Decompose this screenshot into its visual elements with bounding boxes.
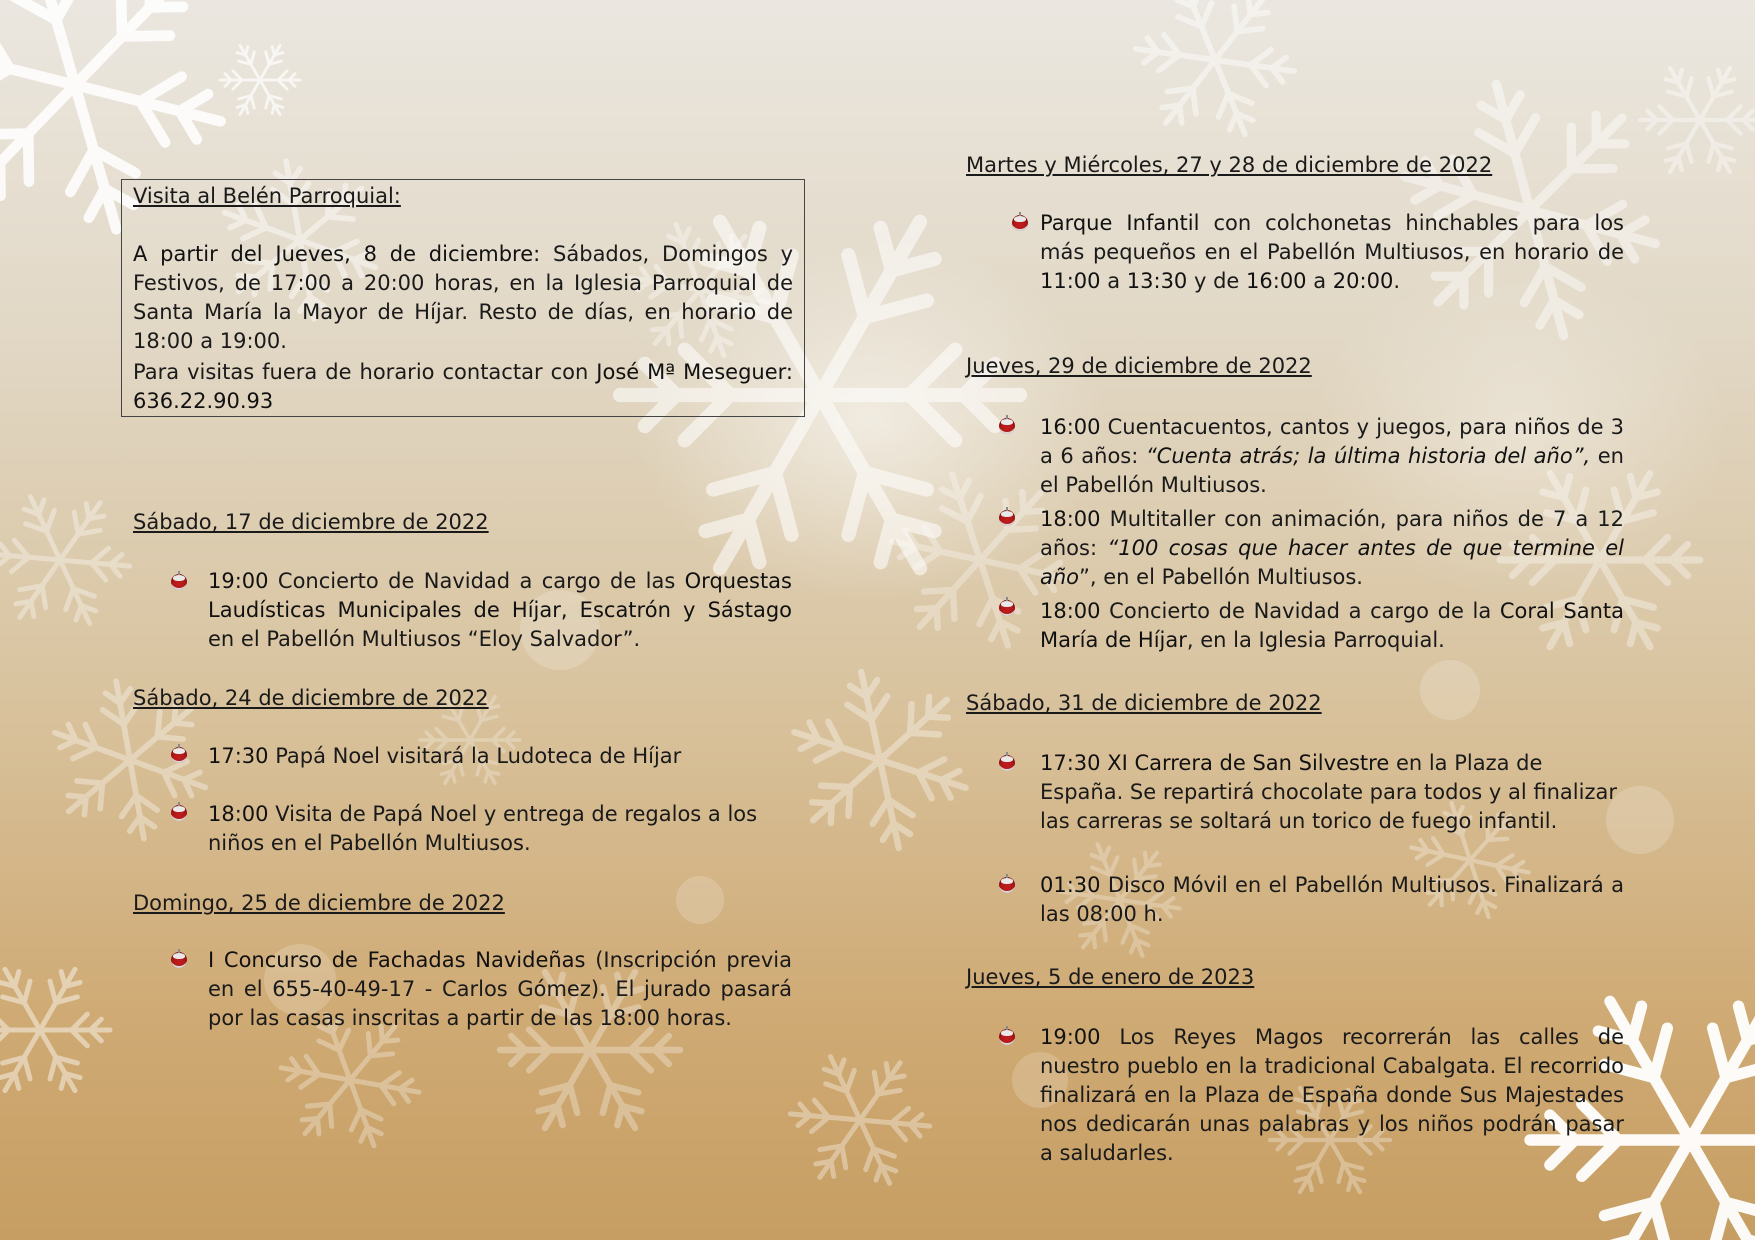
- ornament-bullet-icon: [999, 1029, 1015, 1045]
- date-heading: Sábado, 31 de diciembre de 2022: [966, 691, 1322, 715]
- ornament-bullet-icon: [171, 805, 187, 821]
- event-item: 18:00 Visita de Papá Noel y entrega de regalos a los niños en el Pabellón Multiusos.: [208, 802, 758, 855]
- date-heading: Domingo, 25 de diciembre de 2022: [133, 891, 505, 915]
- event-item: 18:00 Concierto de Navidad a cargo de la Coral Santa María de Híjar, en la Iglesia Parroquial.: [1040, 599, 1624, 652]
- event-item: Parque Infantil con colchonetas hinchables para los más pequeños en el Pabellón Multiusos, en horario de 11:00 a 13:30 y de 16:00 a 20:00.: [1040, 211, 1624, 293]
- date-heading: Jueves, 5 de enero de 2023: [966, 965, 1255, 989]
- date-heading: Jueves, 29 de diciembre de 2022: [966, 354, 1312, 378]
- ornament-bullet-icon: [171, 574, 187, 590]
- nativity-visit-contact: Para visitas fuera de horario contactar con José Mª Meseguer: 636.22.90.93: [133, 360, 793, 413]
- nativity-visit-box: [121, 179, 805, 417]
- event-item: 19:00 Concierto de Navidad a cargo de las Orquestas Laudísticas Municipales de Híjar, Escatrón y Sástago en el Pabellón Multiusos “Eloy Salvador”.: [208, 569, 792, 651]
- event-item: 16:00 Cuentacuentos, cantos y juegos, para niños de 3 a 6 años: “Cuenta atrás; la última historia del año”, en el Pabellón Multiusos.: [1040, 415, 1624, 497]
- ornament-bullet-icon: [999, 600, 1015, 616]
- ornament-bullet-icon: [999, 510, 1015, 526]
- event-item: 19:00 Los Reyes Magos recorrerán las calles de nuestro pueblo en la tradicional Cabalgata. El recorrido finalizará en la Plaza de España donde Sus Majestades nos dedicarán unas palabras y los niños podrán pasar a saludarles.: [1040, 1025, 1624, 1165]
- event-item: 01:30 Disco Móvil en el Pabellón Multiusos. Finalizará a las 08:00 h.: [1040, 873, 1624, 926]
- nativity-visit-schedule: A partir del Jueves, 8 de diciembre: Sábados, Domingos y Festivos, de 17:00 a 20:00 horas, en la Iglesia Parroquial de Santa María la Mayor de Híjar. Resto de días, en horario de 18:00 a 19:00.: [133, 242, 794, 353]
- date-heading: Sábado, 24 de diciembre de 2022: [133, 686, 489, 710]
- ornament-bullet-icon: [171, 952, 187, 968]
- ornament-bullet-icon: [999, 755, 1015, 771]
- event-item: 17:30 XI Carrera de San Silvestre en la Plaza de España. Se repartirá chocolate para todos y al finalizar las carreras se soltará un torico de fuego infantil.: [1040, 751, 1617, 833]
- nativity-visit-title: Visita al Belén Parroquial:: [133, 184, 401, 208]
- ornament-bullet-icon: [999, 877, 1015, 893]
- ornament-bullet-icon: [171, 747, 187, 763]
- event-item: I Concurso de Fachadas Navideñas (Inscripción previa en el 655-40-49-17 - Carlos Gómez). El jurado pasará por las casas inscritas a partir de las 18:00 horas.: [208, 948, 792, 1030]
- date-heading: Martes y Miércoles, 27 y 28 de diciembre de 2022: [966, 153, 1493, 177]
- event-item: 18:00 Multitaller con animación, para niños de 7 a 12 años: “100 cosas que hacer antes de que termine el año”, en el Pabellón Multiusos.: [1040, 507, 1625, 589]
- date-heading: Sábado, 17 de diciembre de 2022: [133, 510, 489, 534]
- ornament-bullet-icon: [999, 418, 1015, 434]
- event-item: 17:30 Papá Noel visitará la Ludoteca de Híjar: [208, 744, 682, 768]
- ornament-bullet-icon: [1012, 215, 1028, 231]
